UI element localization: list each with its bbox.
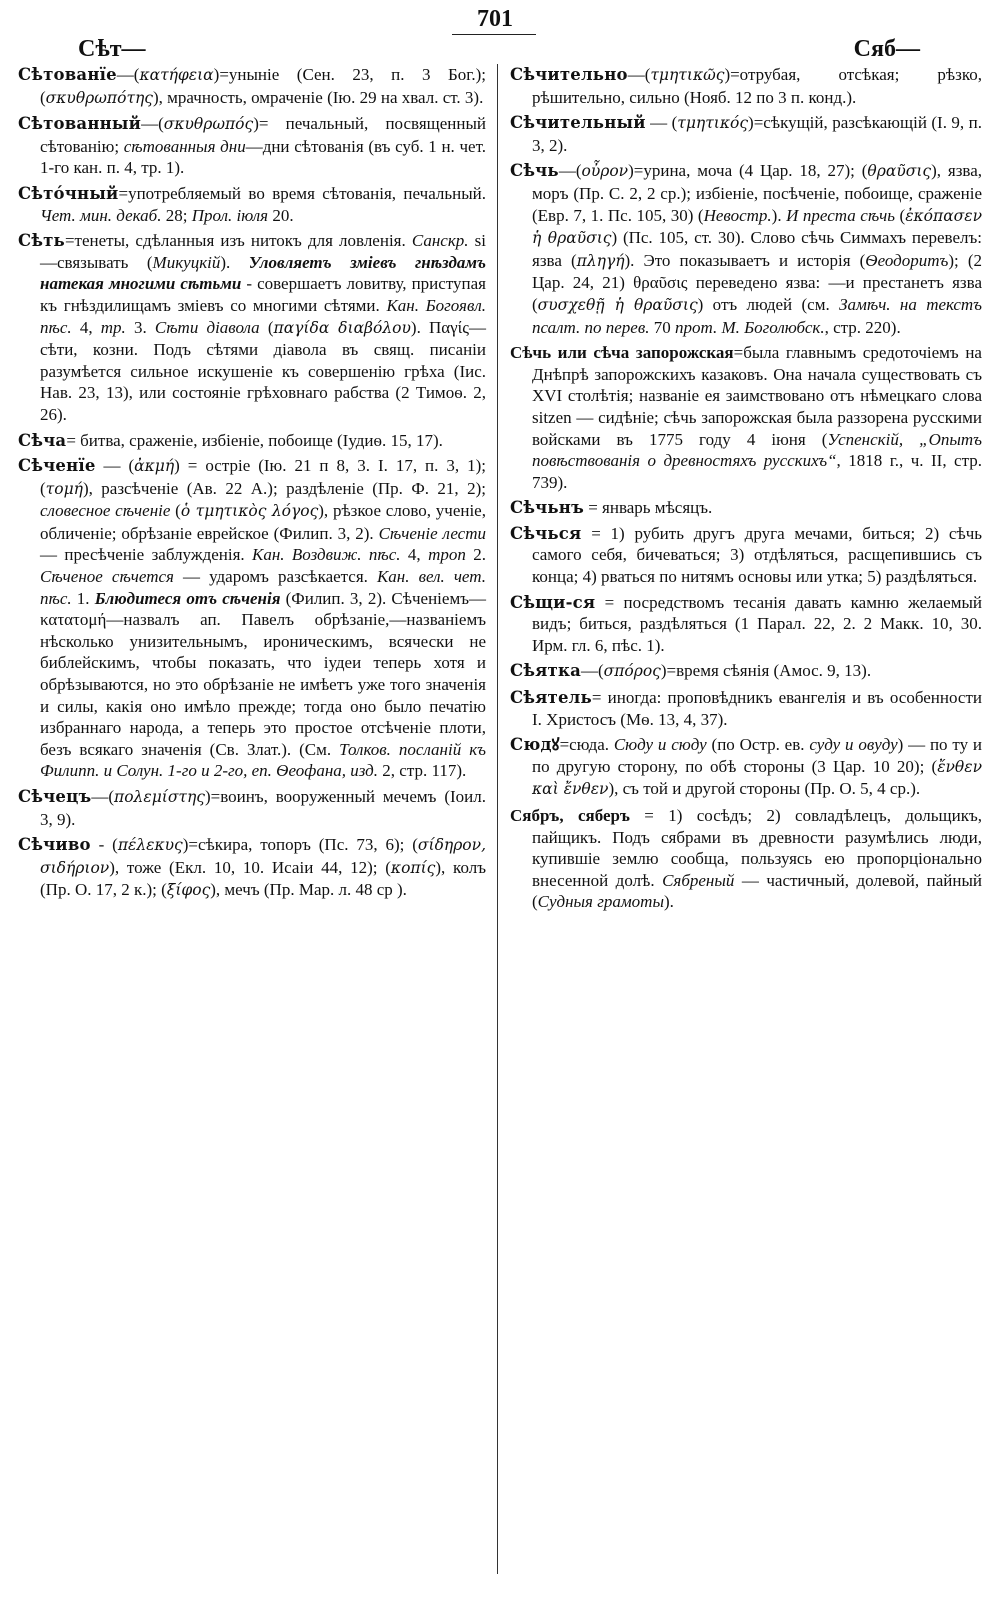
dictionary-entry [510,805,982,913]
entry-text: )= печальный, посвященный сѣтованію; [40,114,486,156]
entry-text: =сюда. [559,735,614,755]
entry-text: ); (2 Цар. 24, 21) θραῦσις переведено язва: —и престанетъ язва ( [532,250,983,314]
greek-text: πολεμίστης [114,788,205,806]
entry-text: ) (Пс. 105, ст. 30). Слово сѣчь Симмахъ перевелъ: язва ( [532,228,983,270]
entry-text: ( [259,317,274,337]
greek-text: κοπίς [390,858,436,877]
dictionary-entry [18,455,486,782]
italic-text: Сюду и сюду [613,735,707,755]
entry-text: (по Остр. ев. [706,735,810,755]
entry-text: ) = остріе (Ію. 21 п 8, 3. І. 17, п. 3, 1); ( [40,456,486,498]
dictionary-entry [510,660,982,683]
entry-text: 28; [161,205,192,225]
entry-text: ) отъ людей (см. [697,294,840,314]
headword: Сѣченїе [18,456,96,476]
greek-text: σκυθρωπός [163,115,254,134]
italic-text: И преста сѣчь [786,205,896,225]
entry-text: , 1818 г., ч. II, стр. 739). [532,451,982,492]
dictionary-entry [18,113,486,179]
dictionary-entry [510,592,982,657]
entry-text: 2. [465,545,486,565]
entry-text: =тенеты, сдѣланныя изъ нитокъ для ловленія. [64,231,412,251]
headword: Сѣча [18,430,67,450]
italic-text: Сябреный [662,870,735,890]
entry-text: - ( [90,835,118,855]
entry-text: —( [627,65,651,84]
entry-text: = 1) рубить другъ друга мечами, биться; 2) сѣчь самого себя, бичеваться; 3) отдѣляться, расщепившись съ конца; 4) рваться по нитямъ основы или утка; 5) раздѣляться. [532,523,982,587]
entry-text: ). Это показываетъ и исторія ( [624,250,866,270]
entry-text: 70 [649,317,675,337]
headword: Сѣчь [510,161,559,181]
italic-text: Микуцкій [152,252,221,272]
entry-text: =употребляемый во время сѣтованія, печальный. [118,183,486,203]
entry-text: ), колъ (Пр. О. 17, 2 к.); ( [40,857,486,900]
greek-text: θραῦσις [867,162,932,181]
entry-text: (Филип. 3, 2). Сѣченіемъ—κατατομή—назвалъ ап. Павелъ обрѣзаніе,—названіемъ нѣсколько унизительнымъ, ироническимъ, всячески не библейскимъ, чтобы показать, что іудеи теперь хотя и обрѣзываются, но это обрѣзаніе не имѣетъ уже того значенія и силы, какія оно имѣло прежде; тогда оно было печатію избраннаго народа, а теперь это простое отсѣченіе плоти, безъ всякаго значенія (Св. Злат.). (См. [40,588,486,759]
greek-text: συσχεθῇ ἡ θραῦσις [537,295,698,314]
italic-text: Замѣч. на текстъ псалт. по перев. [532,294,982,337]
entry-text: —дни сѣтованія (въ суб. 1 н. чет. 1-го кан. п. 4, тр. 1). [40,136,486,178]
dictionary-entry [510,523,982,588]
dictionary-entry [510,64,982,108]
entry-text: )=отрубая, отсѣкая; рѣзко, рѣшительно, сильно (Нояб. 12 по 3 п. конд.). [532,65,982,107]
entry-text: ). [771,205,787,225]
entry-text: = посредствомъ тесанія давать камню желаемый видъ; биться, раздѣляться (1 Парал. 22, 2. 2 Макк. 10, 30. Ирм. гл. 6, пѣс. 1). [532,592,982,655]
dictionary-entry [18,230,486,425]
italic-text: Кан. вел. чет. пѣс. [40,567,486,608]
entry-text: —( [141,114,164,134]
italic-text: Чет. мин. декаб. [40,205,162,225]
headword: Сѣчительно [510,65,628,84]
greek-text: πέλεκυς [117,836,183,855]
entry-text: = 1) сосѣдъ; 2) совладѣлецъ, дольщикъ, пайщикъ. Подъ сябрами въ древности разумѣлись люди, купившіе землю сообща, пользуясь ею пропорціонально внесенной долѣ. [532,806,982,890]
headword: Сѣчецъ [18,787,92,806]
greek-text: τμητικῶς [650,66,725,84]
entry-text: ), мрачность, омраченіе (Ію. 29 на хвал. ст. 3). [152,87,484,107]
running-head-left: Сѣт— [78,36,146,62]
headword: Сѣть [18,231,65,251]
entry-text: —( [91,787,115,806]
greek-text: σπόρος [603,662,661,681]
italic-text: Сѣченіе лести [378,523,487,543]
dictionary-entry [510,734,982,801]
headword: Сѣчься [510,523,582,543]
greek-text: κατήφεια [139,66,214,84]
entry-text: — ( [95,456,135,476]
entry-text: ). [220,252,249,272]
entry-text: ). [663,892,674,912]
greek-text: σίδηρον, σιδήριον [40,836,486,877]
dictionary-entry [510,160,982,338]
dictionary-entry [18,64,486,109]
dictionary-entry [18,430,486,452]
entry-text: - совершаетъ ловитву, приступая къ гнѣздилищамъ зміевъ со многими сѣтями. [40,274,486,315]
entry-text: ), рѣзкое слово, ученіе, обличеніе; обрѣзаніе еврейское (Филип. 3, 2). [40,501,486,543]
entry-text: , стр. 220). [824,317,901,337]
entry-text: = иногда: проповѣдникъ евангелія и въ особенности І. Христосъ (Мѳ. 13, 4, 37). [532,688,982,729]
entry-text: 3. [125,317,155,337]
page-number-rule [452,34,536,35]
left-column [18,64,486,906]
entry-text: — частичный, долевой, пайный ( [532,870,983,912]
entry-text: )=воинъ, вооруженный мечемъ (Іоил. 3, 9). [40,787,486,829]
italic-text: тр. [100,317,126,337]
italic-text: Санскр. [411,231,469,251]
greek-text: πληγή [576,251,625,270]
entry-text: — пресѣченіе заблужденія. [40,545,253,565]
entry-text: ), язва, моръ (Пр. С. 2, 2 ср.); избіеніе, посѣченіе, побоище, сраженіе (Евр. 7, 1. Пс. 105, 30) ( [532,161,983,225]
headword: Сѣятка [510,661,581,681]
entry-text: )=сѣкира, топоръ (Пс. 73, 6); ( [182,835,418,855]
greek-text: παγίδα διαβόλου [273,318,411,337]
greek-text: οὖρον [581,162,629,181]
headword: Сѣчительный [510,113,646,133]
column-divider [497,64,498,1574]
entry-text: )=урина, моча (4 Цар. 18, 27); ( [628,161,868,181]
page-number: 701 [477,6,513,32]
bold-italic-text: Уловляетъ зміевъ гнѣздамъ натекая многими сѣтьми [40,252,486,294]
entry-text: —( [116,65,140,84]
entry-text: ( [170,501,181,521]
greek-text: τμητικός [677,114,749,133]
bold-italic-text: Блюдитеся отъ сѣченія [94,588,281,608]
entry-text: ), съ той и другой стороны (Пр. О. 5, 4 ср.). [608,779,921,799]
entry-text: ), разсѣченіе (Ав. 22 А.); раздѣленіе (Пр. Ф. 21, 2); [82,478,486,498]
greek-text: ὁ τμητικὸς λόγος [180,502,319,521]
page-header [0,0,1000,60]
entry-text: ), мечъ (Пр. Мар. л. 48 ср ). [210,880,407,900]
entry-text: = битва, сраженіе, избіеніе, побоище (Іудиѳ. 15, 17). [66,430,443,450]
greek-text: ἐκόπασεν ἡ θραῦσις [532,206,982,248]
italic-text: суду и овуду [809,735,898,755]
entry-text: si—связывать ( [40,231,487,272]
italic-text: Успенскій, „Опытъ повѣствованія о древностяхъ русскихъ“ [532,429,982,471]
entry-text: ). Παγίς—сѣти, козни. Подъ сѣтями діавола въ свящ. писаніи разумѣется сильное искушеніе къ совершенію грѣха (Іис. Нав. 23, 13), или состояніе грѣховнаго рабства (2 Тимоѳ. 2, 26). [40,317,486,424]
dictionary-entry [18,834,486,902]
entry-text: ) — по ту и по другую сторону, по обѣ стороны (3 Цар. 10 20); ( [532,735,982,776]
italic-text: прот. М. Боголюбск. [674,317,825,337]
headword: Сѣщи-ся [510,592,596,612]
italic-text: Невостр. [703,205,772,225]
headword: Сѣятель [510,688,592,708]
entry-text: — ( [645,113,678,133]
entry-text: — ударомъ разсѣкается. [173,567,378,587]
greek-text: τομή [45,479,83,498]
entry-text: 1. [71,588,95,608]
headword: Сѣтованный [18,114,142,134]
entry-text: = январь мѣсяцъ. [583,498,713,518]
entry-text: ( [895,205,906,225]
entry-text: )=сѣкущій, разсѣкающій (І. 9, п. 3, 2). [532,113,982,155]
dictionary-entry [18,183,486,226]
right-column [510,64,982,917]
italic-text: Судныя грамоты [537,892,664,912]
italic-text: троп [428,545,466,565]
headword: Сѣчиво [18,835,91,855]
entry-text: —( [558,161,582,181]
dictionary-entry [510,687,982,730]
greek-text: ἀκμή [134,457,175,476]
italic-text: Толков. посланій къ Филипп. и Солун. 1-го и 2-го, еп. Ѳеофана, изд. [40,739,486,781]
greek-text: ξίφος [166,881,211,900]
entry-text: 4, [400,545,429,565]
italic-text: Сѣти діавола [154,317,260,337]
entry-text: 2, стр. 117). [378,761,467,781]
italic-text: Ѳеодоритъ [865,250,949,270]
entry-text: =была главнымъ средоточіемъ на Днѣпрѣ запорожскихъ казаковъ. Она начала существовать съ XVI столѣтія; названіе ея заимствовано отъ нѣмецкаго слова sitzen — сидѣніе; сѣчь запорожская была раззорена русскими войсками въ 1775 году 4 іюня ( [532,343,982,449]
headword: Сѣчь или сѣча запорожская [510,343,734,363]
greek-text: σκυθρωπότης [45,88,153,107]
italic-text: сѣтованныя дни [123,136,246,156]
italic-text: Кан. Воздвиж. пѣс. [252,545,401,565]
italic-text: Сѣченое сѣчется [40,567,174,587]
italic-text: Кан. Богоявл. пѣс. [40,295,486,337]
dictionary-entry [510,342,982,493]
italic-text: словесное сѣченіе [40,501,171,521]
headword: Сюдꙋ [510,735,560,755]
greek-text: ἔνθεν καὶ ἔνθεν [532,757,982,799]
entry-text: )=время сѣянія (Амос. 9, 13). [660,661,872,681]
entry-text: —( [580,661,604,681]
dictionary-entry [510,112,982,156]
entry-text: ), тоже (Екл. 10, 10. Исаіи 44, 12); ( [109,857,391,877]
headword: Сѣчьнъ [510,498,584,518]
dictionary-entry [510,497,982,519]
italic-text: Прол. іюля [191,205,269,225]
running-head-right: Сяб— [853,36,920,62]
entry-text: )=уныніе (Сен. 23, п. 3 Бог.); ( [40,65,486,107]
headword: Сябръ, сяберъ [510,806,630,825]
headword: Сѣтóчный [18,183,119,203]
headword: Сѣтованїе [18,65,117,84]
entry-text: 20. [268,205,294,225]
entry-text: 4, [71,317,101,337]
dictionary-entry [18,786,486,830]
